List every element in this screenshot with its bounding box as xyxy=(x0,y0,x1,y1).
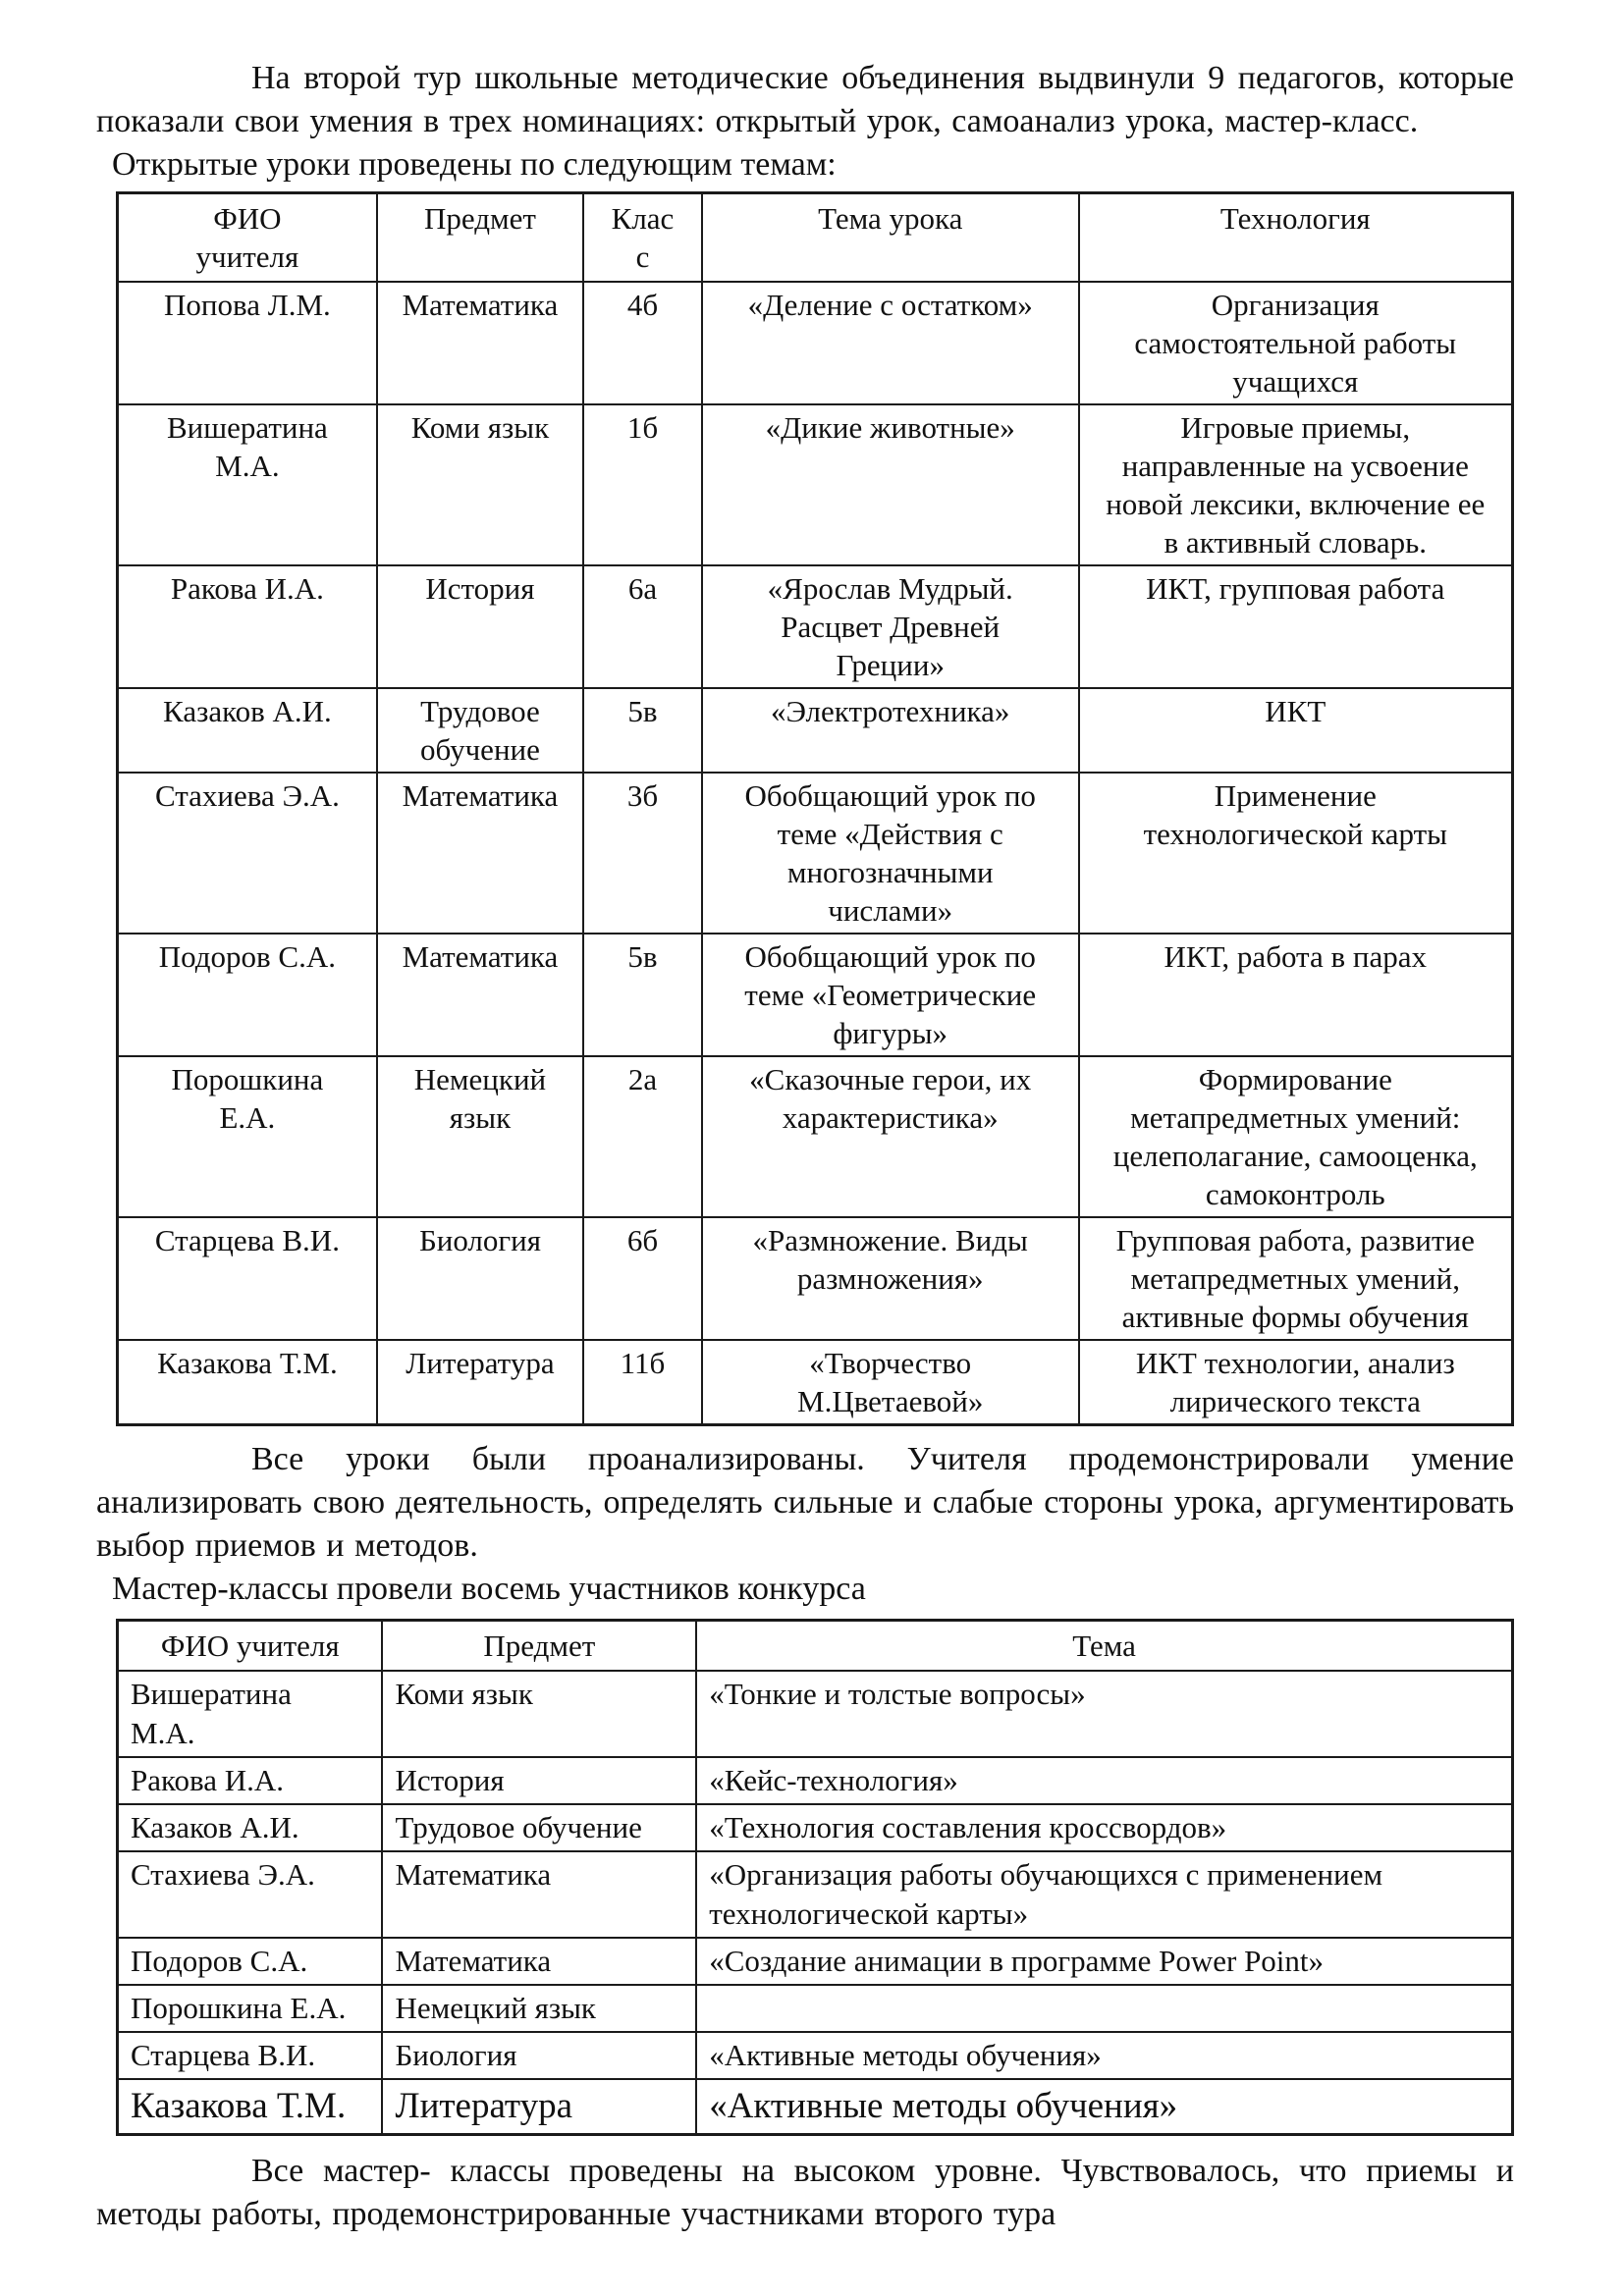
analysis-paragraph: Все уроки были проанализированы. Учителя продемонстрировали умение анализировать свою деятельность, определять сильные и слабые стороны урока, аргументировать выбор приемов и методов. xyxy=(96,1441,1514,1564)
cell-theme: «Активные методы обучения» xyxy=(696,2079,1512,2135)
table-row xyxy=(118,1217,1513,1340)
cell-class: 5в xyxy=(583,688,702,773)
table-row xyxy=(118,1804,1513,1851)
master-class-table xyxy=(116,1619,1514,2136)
table-row xyxy=(118,2032,1513,2079)
cell-technology: Формирование метапредметных умений: целеполагание, самооценка, самоконтроль xyxy=(1079,1056,1513,1217)
cell-technology: Групповая работа, развитие метапредметных умений, активные формы обучения xyxy=(1079,1217,1513,1340)
table-row xyxy=(118,1985,1513,2032)
cell-teacher: Старцева В.И. xyxy=(118,2032,383,2079)
cell-class: 11б xyxy=(583,1340,702,1425)
cell-theme xyxy=(696,1985,1512,2032)
table-row xyxy=(118,688,1513,773)
cell-subject: Биология xyxy=(382,2032,696,2079)
cell-technology: ИКТ xyxy=(1079,688,1513,773)
cell-topic: «Дикие животные» xyxy=(702,404,1079,565)
open-lessons-table xyxy=(116,191,1514,1426)
cell-technology: Организация самостоятельной работы учащихся xyxy=(1079,282,1513,404)
cell-theme: «Активные методы обучения» xyxy=(696,2032,1512,2079)
open-lessons-heading: Открытые уроки проведены по следующим темам: xyxy=(112,146,837,183)
cell-theme: «Технология составления кроссвордов» xyxy=(696,1804,1512,1851)
cell-topic: «Размножение. Виды размножения» xyxy=(702,1217,1079,1340)
cell-teacher: Стахиева Э.А. xyxy=(118,773,377,934)
cell-teacher: Казаков А.И. xyxy=(118,688,377,773)
cell-subject: Математика xyxy=(377,282,583,404)
header-cell-class: Клас с xyxy=(583,193,702,283)
cell-theme: «Кейс-технология» xyxy=(696,1757,1512,1804)
cell-teacher: Порошкина Е.А. xyxy=(118,1985,383,2032)
header-cell-topic: Тема урока xyxy=(702,193,1079,283)
table-row xyxy=(118,2079,1513,2135)
cell-teacher: Казакова Т.М. xyxy=(118,1340,377,1425)
header-cell-subject: Предмет xyxy=(377,193,583,283)
cell-class: 6б xyxy=(583,1217,702,1340)
master-class-heading: Мастер-классы провели восемь участников конкурса xyxy=(112,1571,866,1607)
cell-teacher: Казаков А.И. xyxy=(118,1804,383,1851)
table-row xyxy=(118,404,1513,565)
header-cell-theme: Тема xyxy=(696,1621,1512,1672)
header-cell-technology: Технология xyxy=(1079,193,1513,283)
cell-topic: «Деление с остатком» xyxy=(702,282,1079,404)
cell-technology: Игровые приемы, направленные на усвоение новой лексики, включение ее в активный словарь. xyxy=(1079,404,1513,565)
cell-subject: Литература xyxy=(382,2079,696,2135)
cell-subject: Биология xyxy=(377,1217,583,1340)
table-row xyxy=(118,282,1513,404)
cell-teacher: Подоров С.А. xyxy=(118,1938,383,1985)
cell-teacher: Порошкина Е.А. xyxy=(118,1056,377,1217)
cell-topic: «Сказочные герои, их характеристика» xyxy=(702,1056,1079,1217)
cell-topic: «Творчество М.Цветаевой» xyxy=(702,1340,1079,1425)
cell-teacher: Старцева В.И. xyxy=(118,1217,377,1340)
cell-teacher: Ракова И.А. xyxy=(118,1757,383,1804)
table-row xyxy=(118,934,1513,1056)
cell-theme: «Тонкие и толстые вопросы» xyxy=(696,1671,1512,1757)
cell-theme: «Организация работы обучающихся с применением технологической карты» xyxy=(696,1851,1512,1938)
table-row xyxy=(118,1938,1513,1985)
cell-technology: ИКТ технологии, анализ лирического текста xyxy=(1079,1340,1513,1425)
cell-teacher: Попова Л.М. xyxy=(118,282,377,404)
cell-topic: «Электротехника» xyxy=(702,688,1079,773)
cell-technology: ИКТ, групповая работа xyxy=(1079,565,1513,688)
cell-teacher: Стахиева Э.А. xyxy=(118,1851,383,1938)
table-row xyxy=(118,1671,1513,1757)
cell-subject: Немецкий язык xyxy=(382,1985,696,2032)
cell-subject: История xyxy=(382,1757,696,1804)
cell-technology: ИКТ, работа в парах xyxy=(1079,934,1513,1056)
table-row xyxy=(118,1851,1513,1938)
intro-paragraph: На второй тур школьные методические объединения выдвинули 9 педагогов, которые показали свои умения в трех номинациях: открытый урок, самоанализ урока, мастер-класс. xyxy=(96,60,1514,139)
lessons-header-row xyxy=(118,193,1513,283)
cell-topic: Обобщающий урок по теме «Действия с многозначными числами» xyxy=(702,773,1079,934)
cell-class: 3б xyxy=(583,773,702,934)
cell-teacher: Вишератина М.А. xyxy=(118,404,377,565)
table-row xyxy=(118,565,1513,688)
cell-subject: Коми язык xyxy=(377,404,583,565)
cell-technology: Применение технологической карты xyxy=(1079,773,1513,934)
cell-class: 2а xyxy=(583,1056,702,1217)
cell-teacher: Казакова Т.М. xyxy=(118,2079,383,2135)
cell-subject: Математика xyxy=(377,773,583,934)
cell-subject: Математика xyxy=(377,934,583,1056)
cell-class: 4б xyxy=(583,282,702,404)
cell-class: 6а xyxy=(583,565,702,688)
cell-subject: Трудовое обучение xyxy=(377,688,583,773)
cell-subject: Трудовое обучение xyxy=(382,1804,696,1851)
cell-subject: Коми язык xyxy=(382,1671,696,1757)
closing-paragraph: Все мастер- классы проведены на высоком уровне. Чувствовалось, что приемы и методы работы, продемонстрированные участниками второго тура xyxy=(96,2153,1514,2232)
cell-teacher: Вишератина М.А. xyxy=(118,1671,383,1757)
cell-teacher: Ракова И.А. xyxy=(118,565,377,688)
table-row xyxy=(118,1056,1513,1217)
cell-teacher: Подоров С.А. xyxy=(118,934,377,1056)
cell-topic: Обобщающий урок по теме «Геометрические фигуры» xyxy=(702,934,1079,1056)
header-cell-teacher: ФИО учителя xyxy=(118,193,377,283)
cell-subject: История xyxy=(377,565,583,688)
cell-subject: Немецкий язык xyxy=(377,1056,583,1217)
cell-subject: Математика xyxy=(382,1851,696,1938)
header-cell-subject: Предмет xyxy=(382,1621,696,1672)
cell-theme: «Создание анимации в программе Power Point» xyxy=(696,1938,1512,1985)
cell-topic: «Ярослав Мудрый. Расцвет Древней Греции» xyxy=(702,565,1079,688)
cell-subject: Математика xyxy=(382,1938,696,1985)
master-header-row xyxy=(118,1621,1513,1672)
cell-class: 5в xyxy=(583,934,702,1056)
header-cell-teacher: ФИО учителя xyxy=(118,1621,383,1672)
table-row xyxy=(118,773,1513,934)
table-row xyxy=(118,1757,1513,1804)
cell-class: 1б xyxy=(583,404,702,565)
cell-subject: Литература xyxy=(377,1340,583,1425)
table-row xyxy=(118,1340,1513,1425)
